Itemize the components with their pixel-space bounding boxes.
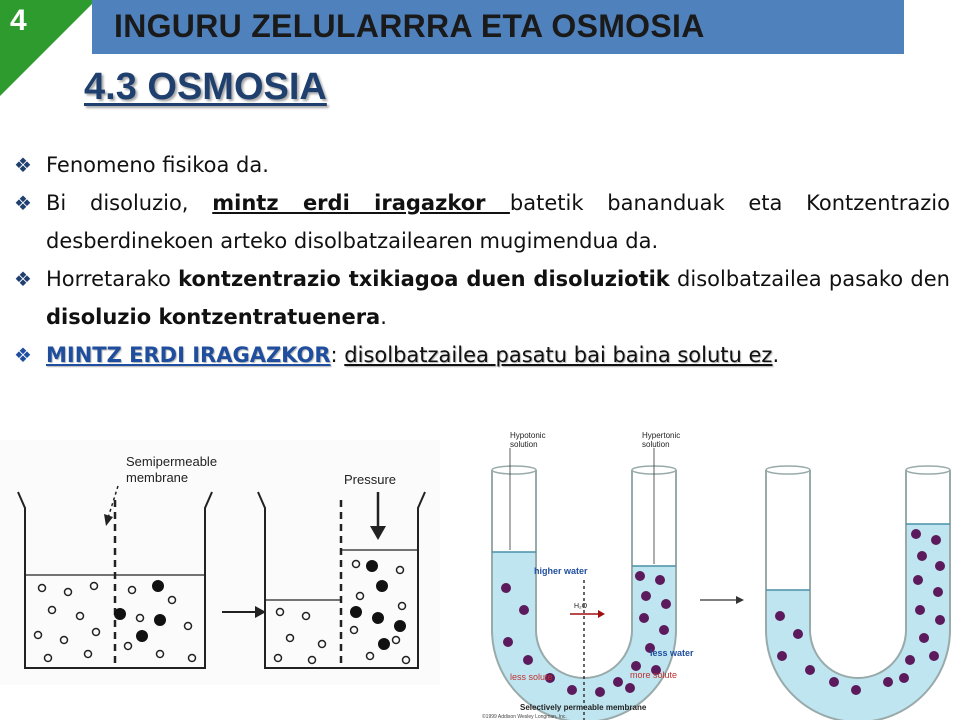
pressure-label: Pressure (344, 472, 397, 487)
definition-term: MINTZ ERDI IRAGAZKOR (46, 343, 331, 367)
diamond-bullet-icon: ❖ (14, 267, 32, 291)
diamond-bullet-icon: ❖ (14, 343, 32, 367)
bullet-text: . (772, 343, 780, 367)
h2o-label: H₂O (574, 603, 588, 610)
section-title: 4.3 OSMOSIA (84, 66, 327, 108)
bullet-text: : (330, 343, 345, 367)
bullet-keyword: kontzentrazio txikiagoa duen disoluziotik (178, 267, 670, 291)
less-water-label: less water (650, 648, 694, 658)
bullet-text: batetik bananduak eta Kontzentrazio desberdinekoen arteko disolbatzailearen mugimendua da. (46, 191, 950, 253)
hypertonic-label: Hypertonic (642, 431, 681, 440)
chapter-title: INGURU ZELULARRRA ETA OSMOSIA (114, 8, 705, 44)
bullet-text: disolbatzailea pasako den (669, 267, 950, 291)
diamond-bullet-icon: ❖ (14, 191, 32, 215)
chapter-number: 4 (10, 4, 27, 37)
beaker-osmosis-diagram (0, 440, 440, 685)
bullet-item (14, 260, 950, 336)
membrane-label: Semipermeable (126, 454, 218, 469)
copyright-label: ©1999 Addison Wesley Longman, Inc. (482, 714, 567, 720)
definition-text: disolbatzailea pasatu bai baina solutu ez (344, 343, 773, 367)
less-solute-label: less solute (510, 672, 553, 682)
membrane-label: Selectively permeable membrane (520, 703, 647, 712)
bullet-text: . (380, 305, 387, 329)
hypertonic-label: solution (642, 440, 670, 449)
bullet-text: Horretarako (46, 267, 179, 291)
bullet-list (14, 146, 950, 374)
u-tube-osmosis-diagram (480, 420, 960, 720)
bullet-item (14, 184, 950, 260)
more-solute-label: more solute (630, 670, 678, 680)
bullet-item (14, 146, 950, 184)
bullet-text: Bi disoluzio, (46, 191, 213, 215)
membrane-label: membrane (126, 470, 189, 485)
hypotonic-label: Hypotonic (510, 431, 546, 440)
higher-water-label: higher water (534, 566, 588, 576)
hypotonic-label: solution (510, 440, 538, 449)
bullet-keyword: disoluzio kontzentratuenera (46, 305, 381, 329)
bullet-keyword: mintz erdi iragazkor (212, 191, 510, 215)
diamond-bullet-icon: ❖ (14, 153, 32, 177)
bullet-text: Fenomeno fisikoa da. (46, 153, 269, 177)
bullet-item (14, 336, 950, 374)
